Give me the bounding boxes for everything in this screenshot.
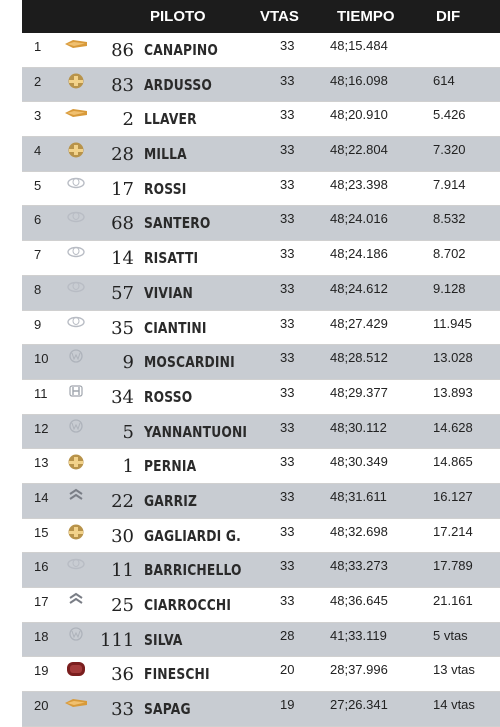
volkswagen-brand-icon xyxy=(64,349,88,363)
laps: 33 xyxy=(280,558,295,574)
toyota-brand-icon xyxy=(64,176,88,190)
car-number: 11 xyxy=(111,560,134,582)
volkswagen-brand-icon xyxy=(64,419,88,433)
car-number: 83 xyxy=(111,74,134,96)
table-body xyxy=(22,33,500,727)
table-row xyxy=(22,311,500,346)
position: 3 xyxy=(34,108,42,124)
gap: 9.128 xyxy=(433,280,466,296)
table-row xyxy=(22,276,500,311)
toyota-brand-icon xyxy=(64,210,88,224)
car-number: 9 xyxy=(122,352,134,374)
position: 12 xyxy=(34,420,49,436)
driver-name: ARDUSSO xyxy=(144,75,212,94)
gap: 13 vtas xyxy=(433,662,475,678)
car-number: 22 xyxy=(111,490,134,512)
car-number: 86 xyxy=(111,40,134,61)
ford-brand-icon xyxy=(64,37,88,51)
ford-brand-icon xyxy=(64,696,88,710)
race-time: 28;37.996 xyxy=(330,662,388,678)
race-time: 48;30.112 xyxy=(330,419,387,435)
fiat-brand-icon xyxy=(64,661,88,675)
position: 19 xyxy=(34,663,49,679)
gap: 16.127 xyxy=(433,488,473,504)
race-time: 48;27.429 xyxy=(330,315,388,331)
laps: 33 xyxy=(280,454,295,470)
header-vtas: VTAS xyxy=(260,8,299,25)
laps: 19 xyxy=(280,697,295,713)
race-time: 48;24.612 xyxy=(330,280,388,296)
position: 11 xyxy=(34,385,48,401)
gap: 8.702 xyxy=(433,246,466,262)
toyota-brand-icon xyxy=(64,557,88,571)
position: 1 xyxy=(34,39,42,54)
race-time: 48;30.349 xyxy=(330,454,388,470)
gap: 7.320 xyxy=(433,142,466,158)
race-time: 48;24.016 xyxy=(330,211,388,227)
driver-name: SAPAG xyxy=(144,700,191,719)
position: 4 xyxy=(34,143,42,159)
laps: 33 xyxy=(280,593,295,608)
laps: 33 xyxy=(280,107,295,123)
car-number: 36 xyxy=(111,664,134,686)
position: 20 xyxy=(34,698,49,714)
table-row xyxy=(22,137,500,172)
table-row xyxy=(22,241,500,276)
car-number: 68 xyxy=(111,213,134,235)
car-number: 2 xyxy=(122,109,134,131)
car-number: 57 xyxy=(111,282,134,304)
laps: 33 xyxy=(280,142,295,158)
gap: 614 xyxy=(433,72,455,88)
gap: 14 vtas xyxy=(433,697,475,713)
header-tiempo: TIEMPO xyxy=(337,8,395,25)
chevrolet-brand-icon xyxy=(64,141,88,155)
driver-name: GAGLIARDI G. xyxy=(144,526,241,545)
race-time: 48;23.398 xyxy=(330,176,388,192)
position: 14 xyxy=(34,489,49,505)
car-number: 25 xyxy=(111,595,134,616)
race-time: 48;22.804 xyxy=(330,142,388,158)
gap: 13.893 xyxy=(433,384,473,400)
position: 18 xyxy=(34,628,49,644)
gap: 17.789 xyxy=(433,558,473,574)
driver-name: CIARROCCHI xyxy=(144,596,232,614)
gap: 8.532 xyxy=(433,211,466,227)
gap: 14.628 xyxy=(433,419,473,435)
driver-name: VIVIAN xyxy=(144,283,193,302)
gap: 11.945 xyxy=(433,315,472,331)
car-number: 14 xyxy=(111,248,134,270)
race-time: 41;33.119 xyxy=(330,627,387,643)
car-number: 111 xyxy=(100,629,135,651)
laps: 20 xyxy=(280,662,295,678)
car-number: 28 xyxy=(111,144,134,166)
car-number: 35 xyxy=(111,317,134,339)
citroen-brand-icon xyxy=(64,488,88,502)
car-number: 33 xyxy=(111,699,134,721)
laps: 28 xyxy=(280,627,295,643)
table-row xyxy=(22,553,500,588)
table-row xyxy=(22,33,500,68)
position: 9 xyxy=(34,316,42,332)
gap: 21.161 xyxy=(433,593,473,608)
gap: 5.426 xyxy=(433,107,466,123)
driver-name: RISATTI xyxy=(144,249,199,268)
gap: 17.214 xyxy=(433,523,473,539)
race-time: 48;33.273 xyxy=(330,558,388,574)
table-row xyxy=(22,623,500,658)
driver-name: ROSSI xyxy=(144,179,187,198)
table-row xyxy=(22,657,500,692)
race-time: 48;24.186 xyxy=(330,246,388,262)
laps: 33 xyxy=(280,350,295,366)
car-number: 34 xyxy=(111,386,134,408)
position: 10 xyxy=(34,351,49,367)
chevrolet-brand-icon xyxy=(64,72,88,86)
table-row xyxy=(22,588,500,623)
driver-name: CIANTINI xyxy=(144,318,207,337)
position: 7 xyxy=(34,247,42,263)
race-time: 27;26.341 xyxy=(330,697,388,713)
table-row xyxy=(22,102,500,137)
driver-name: YANNANTUONI xyxy=(144,422,248,441)
table-row xyxy=(22,380,500,415)
toyota-brand-icon xyxy=(64,245,88,259)
driver-name: MILLA xyxy=(144,145,187,164)
gap: 5 vtas xyxy=(433,627,468,643)
table-row xyxy=(22,206,500,241)
gap: 14.865 xyxy=(433,454,473,470)
laps: 33 xyxy=(280,280,295,296)
ford-brand-icon xyxy=(64,106,88,120)
laps: 33 xyxy=(280,72,295,88)
car-number: 5 xyxy=(122,421,134,443)
driver-name: ROSSO xyxy=(144,387,193,406)
race-time: 48;31.611 xyxy=(330,488,387,504)
laps: 33 xyxy=(280,419,295,435)
driver-name: PERNIA xyxy=(144,457,197,476)
table-row xyxy=(22,172,500,207)
driver-name: MOSCARDINI xyxy=(144,353,235,372)
position: 6 xyxy=(34,212,42,228)
race-time: 48;20.910 xyxy=(330,107,388,123)
gap: 7.914 xyxy=(433,176,466,192)
table-row xyxy=(22,68,500,103)
car-number: 1 xyxy=(122,456,134,478)
table-row xyxy=(22,519,500,554)
citroen-brand-icon xyxy=(64,592,88,606)
toyota-brand-icon xyxy=(64,315,88,329)
race-time: 48;15.484 xyxy=(330,38,388,53)
gap: 13.028 xyxy=(433,350,473,366)
honda-brand-icon xyxy=(64,384,88,398)
laps: 33 xyxy=(280,523,295,539)
table-row xyxy=(22,415,500,450)
table-row xyxy=(22,345,500,380)
position: 17 xyxy=(34,594,49,609)
header-dif: DIF xyxy=(436,8,461,25)
laps: 33 xyxy=(280,315,295,331)
driver-name: CANAPINO xyxy=(144,41,219,59)
laps: 33 xyxy=(280,384,295,400)
position: 8 xyxy=(34,281,42,297)
position: 5 xyxy=(34,177,42,193)
laps: 33 xyxy=(280,176,295,192)
left-margin xyxy=(0,0,22,727)
race-time: 48;36.645 xyxy=(330,593,388,608)
table-row xyxy=(22,692,500,727)
driver-name: SANTERO xyxy=(144,214,211,233)
race-time: 48;32.698 xyxy=(330,523,388,539)
table-row xyxy=(22,449,500,484)
laps: 33 xyxy=(280,211,295,227)
car-number: 30 xyxy=(111,525,134,547)
results-table xyxy=(22,0,500,727)
laps: 33 xyxy=(280,488,295,504)
table-header xyxy=(22,0,500,33)
laps: 33 xyxy=(280,38,295,53)
driver-name: SILVA xyxy=(144,630,183,649)
header-piloto: PILOTO xyxy=(150,8,206,25)
position: 15 xyxy=(34,524,49,540)
chevrolet-brand-icon xyxy=(64,523,88,537)
driver-name: BARRICHELLO xyxy=(144,561,242,580)
position: 16 xyxy=(34,559,49,575)
laps: 33 xyxy=(280,246,295,262)
driver-name: FINESCHI xyxy=(144,665,210,684)
table-row xyxy=(22,484,500,519)
toyota-brand-icon xyxy=(64,280,88,294)
volkswagen-brand-icon xyxy=(64,627,88,641)
chevrolet-brand-icon xyxy=(64,453,88,467)
driver-name: LLAVER xyxy=(144,110,197,129)
position: 2 xyxy=(34,73,42,89)
driver-name: GARRIZ xyxy=(144,491,198,510)
position: 13 xyxy=(34,455,49,471)
race-time: 48;28.512 xyxy=(330,350,388,366)
car-number: 17 xyxy=(111,178,134,200)
race-time: 48;29.377 xyxy=(330,384,388,400)
race-time: 48;16.098 xyxy=(330,72,388,88)
